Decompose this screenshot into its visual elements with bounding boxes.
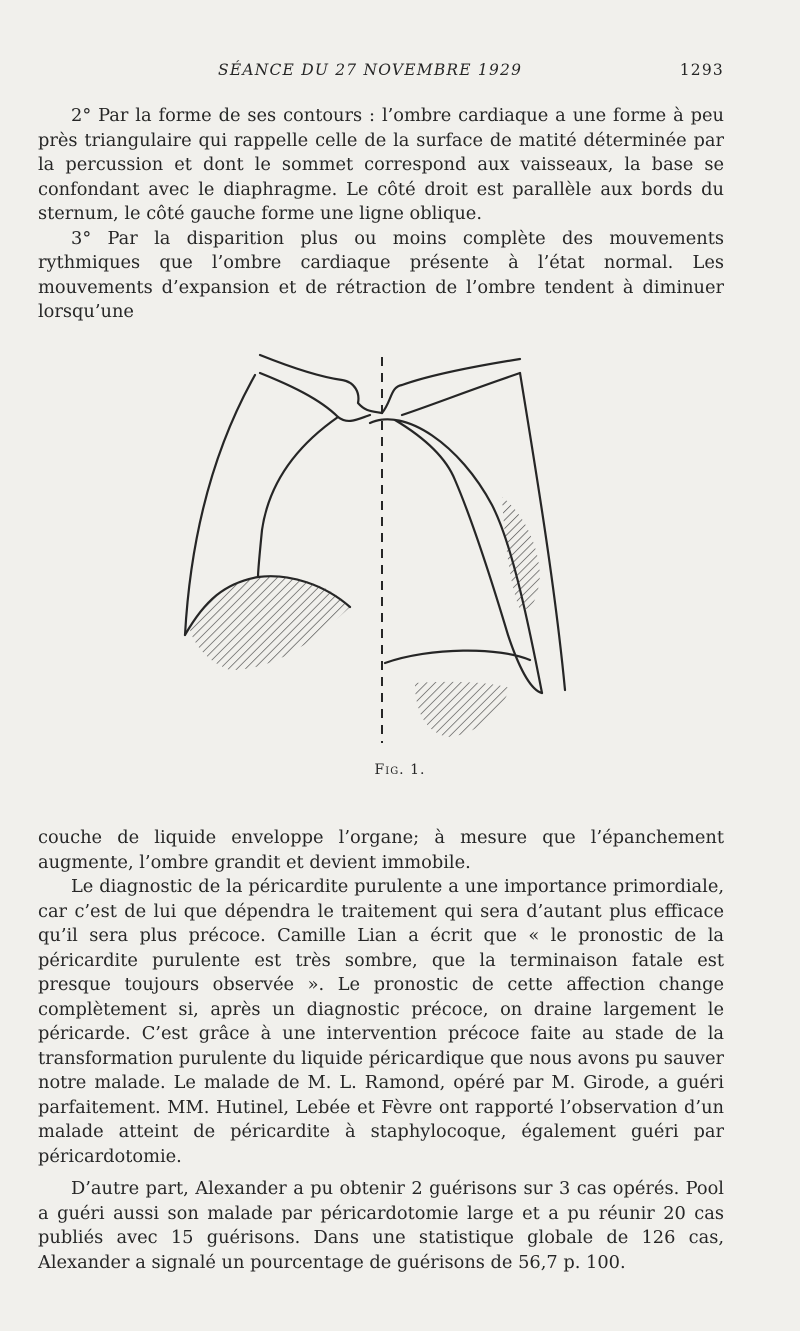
running-title: SÉANCE DU 27 NOVEMBRE 1929 [218,61,523,79]
lower-hatch-zone [415,682,510,737]
right-shoulder [382,359,520,413]
page-number: 1293 [679,61,724,79]
right-diaphragm [385,651,530,663]
right-hatch-zone [502,497,540,610]
thorax-diagram [170,345,590,745]
paragraph: Le diagnostic de la péricardite purulente a une importance primordiale, car c’est de lui que dépendra le traitement qui sera d’autant plus efficace qu’il sera plus précoce. Camille Lian a écrit que « le pronostic de la péricardite purulente est très sombre, que la terminaison fatale est presque toujours observée ». Le pronostic de cette affection change complètement si, après un diagnostic précoce, on draine largement le péricarde. C’est grâce à une intervention précoce faite au stade de la transformation purulente du liquide péricardique que nous avons pu sauver notre malade. Le malade de M. L. Ramond, opéré par M. Girode, a guéri parfaitement. MM. Hutinel, Lebée et Fèvre ont rapporté l’observation d’un malade atteint de péricardite à staphylocoque, également guéri par péricardotomie. [38,876,724,1167]
figure-caption: Fig. 1. [374,762,426,778]
text-block-bottom [38,826,724,1275]
left-hatch-zone [190,576,350,670]
text-block-top [38,104,724,325]
left-inner-contour [258,417,338,577]
paragraph: 3° Par la disparition plus ou moins complète des mouvements rythmiques que l’ombre cardiaque présente à l’état normal. Les mouvements d’expansion et de rétraction de l’ombre tendent à diminuer lorsqu’une [38,227,724,322]
paragraph: couche de liquide enveloppe l’organe; à mesure que l’épanchement augmente, l’ombre grandit et devient immobile. [38,827,724,873]
page-header [38,61,724,83]
paragraph: D’autre part, Alexander a pu obtenir 2 guérisons sur 3 cas opérés. Pool a guéri aussi son malade par péricardotomie large et a pu réunir 20 cas publiés avec 15 guérisons. Dans une statistique globale de 126 cas, Alexander a signalé un pourcentage de guérisons de 56,7 p. 100. [38,1178,724,1273]
paragraph: 2° Par la forme de ses contours : l’ombre cardiaque a une forme à peu près triangulaire qui rappelle celle de la surface de matité déterminée par la percussion et dont le sommet correspond aux vaisseaux, la base se confondant avec le diaphragme. Le côté droit est parallèle aux bords du sternum, le côté gauche forme une ligne oblique. [38,105,724,224]
figure-1 [170,345,590,745]
left-clavicle [260,373,370,421]
